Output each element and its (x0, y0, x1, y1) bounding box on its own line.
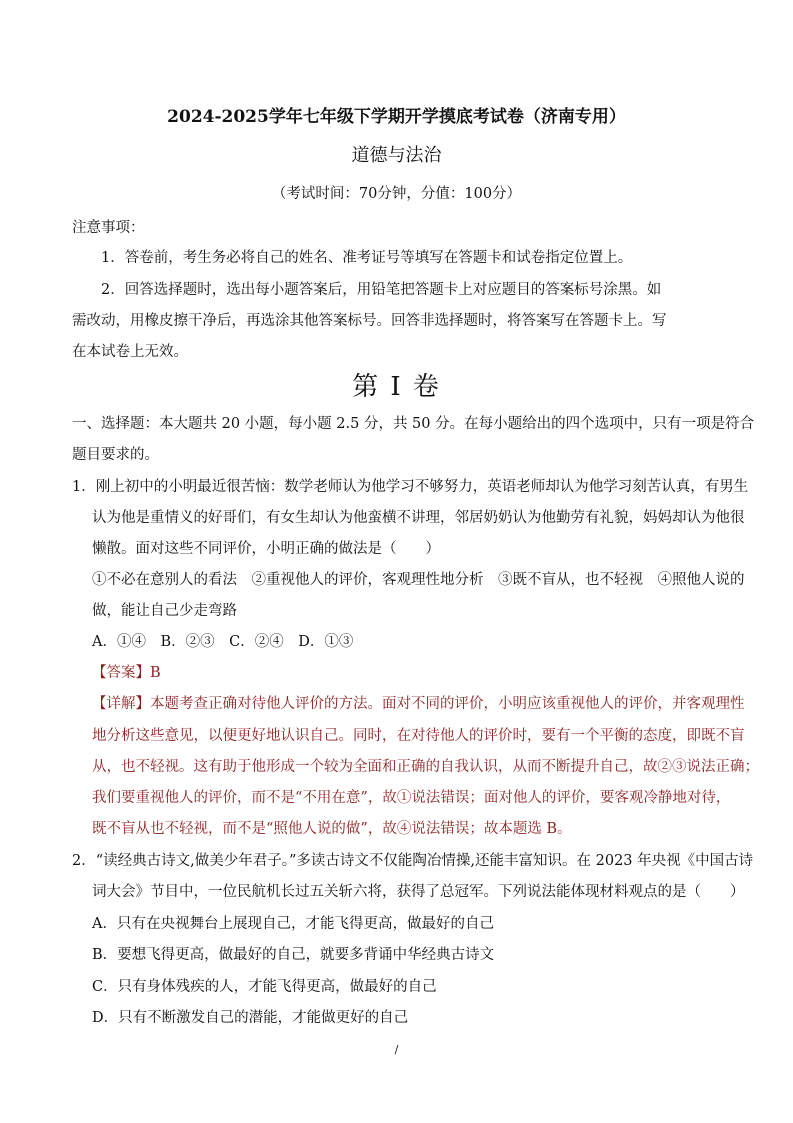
answer-tag: 【答案】 (92, 665, 150, 681)
notice-item-2-cont: 在本试卷上无效。 (72, 344, 188, 360)
page-number: / (394, 1043, 399, 1056)
exam-info: （考试时间：70分钟，分值：100分） (271, 186, 522, 202)
exam-title: 2024-2025学年七年级下学期开学摸底考试卷（济南专用） (167, 107, 626, 127)
notice-item-2-cont: 需改动，用橡皮擦干净后，再选涂其他答案标号。回答非选择题时，将答案写在答题卡上。写 (72, 313, 667, 329)
question-2-option-d: D．只有不断激发自己的潜能，才能做更好的自己 (92, 1010, 409, 1026)
notice-item-1: 1．答卷前，考生务必将自己的姓名、准考证号等填写在答题卡和试卷指定位置上。 (101, 250, 633, 266)
question-1-stem: 懒散。面对这些不同评价，小明正确的做法是（ ） (92, 541, 440, 557)
volume-heading: 第 I 卷 (352, 372, 441, 402)
question-1-answer (92, 663, 161, 683)
question-1-detail (92, 694, 745, 714)
question-2-option-a: A．只有在央视舞台上展现自己，才能飞得更高，做最好的自己 (92, 916, 494, 932)
question-1-stem: 1．刚上初中的小明最近很苦恼：数学老师认为他学习不够努力，英语老师却认为他学习刻苦认真，有男生 (72, 479, 749, 495)
question-1-statements: ①不必在意别人的看法 ②重视他人的评价，客观理性地分析 ③既不盲从，也不轻视 ④照他人说的 (92, 572, 745, 588)
notice-heading: 注意事项： (72, 220, 145, 236)
question-1-stem: 认为他是重情义的好哥们，有女生却认为他蛮横不讲理，邻居奶奶认为他勤劳有礼貌，妈妈却认为他很 (92, 510, 745, 526)
subject-title: 道德与法治 (351, 145, 442, 166)
section-heading-cont: 题目要求的。 (72, 447, 159, 463)
section-heading: 一、选择题：本大题共 20 小题，每小题 2.5 分，共 50 分。在每小题给出的四个选项中，只有一项是符合 (72, 416, 755, 432)
question-2-option-b: B．要想飞得更高，做最好的自己，就要多背诵中华经典古诗文 (92, 947, 495, 963)
question-2-stem: 2．“读经典古诗文,做美少年君子。”多读古诗文不仅能陶冶情操,还能丰富知识。在 2023 年央视《中国古诗 (72, 853, 754, 869)
question-2-option-c: C．只有身体残疾的人，才能飞得更高，做最好的自己 (92, 979, 437, 995)
question-1-detail: 从，也不轻视。这有助于他形成一个较为全面和正确的自我认识，从而不断提升自己，故②③说法正确； (92, 759, 759, 775)
question-2-stem: 词大会》节目中，一位民航机长过五关斩六将，获得了总冠军。下列说法能体现材料观点的是（ ） (92, 884, 745, 900)
question-1-detail: 地分析这些意见，以便更好地认识自己。同时，在对待他人的评价时，要有一个平衡的态度，即既不盲 (92, 728, 745, 744)
question-1-options: A．①④ B．②③ C．②④ D．①③ (92, 634, 354, 650)
detail-tag: 【详解】 (92, 696, 150, 712)
question-1-detail: 我们要重视他人的评价，而不是“不用在意”，故①说法错误；面对他人的评价，要客观冷静地对待， (92, 790, 731, 806)
answer-value: B (150, 665, 161, 681)
question-1-statements: 做，能让自己少走弯路 (92, 603, 237, 619)
notice-item-2: 2．回答选择题时，选出每小题答案后，用铅笔把答题卡上对应题目的答案标号涂黑。如 (101, 282, 662, 298)
detail-text: 本题考查正确对待他人评价的方法。面对不同的评价，小明应该重视他人的评价，并客观理性 (150, 696, 745, 712)
question-1-detail: 既不盲从也不轻视，而不是“照他人说的做”，故④说法错误；故本题选 B。 (92, 821, 572, 837)
